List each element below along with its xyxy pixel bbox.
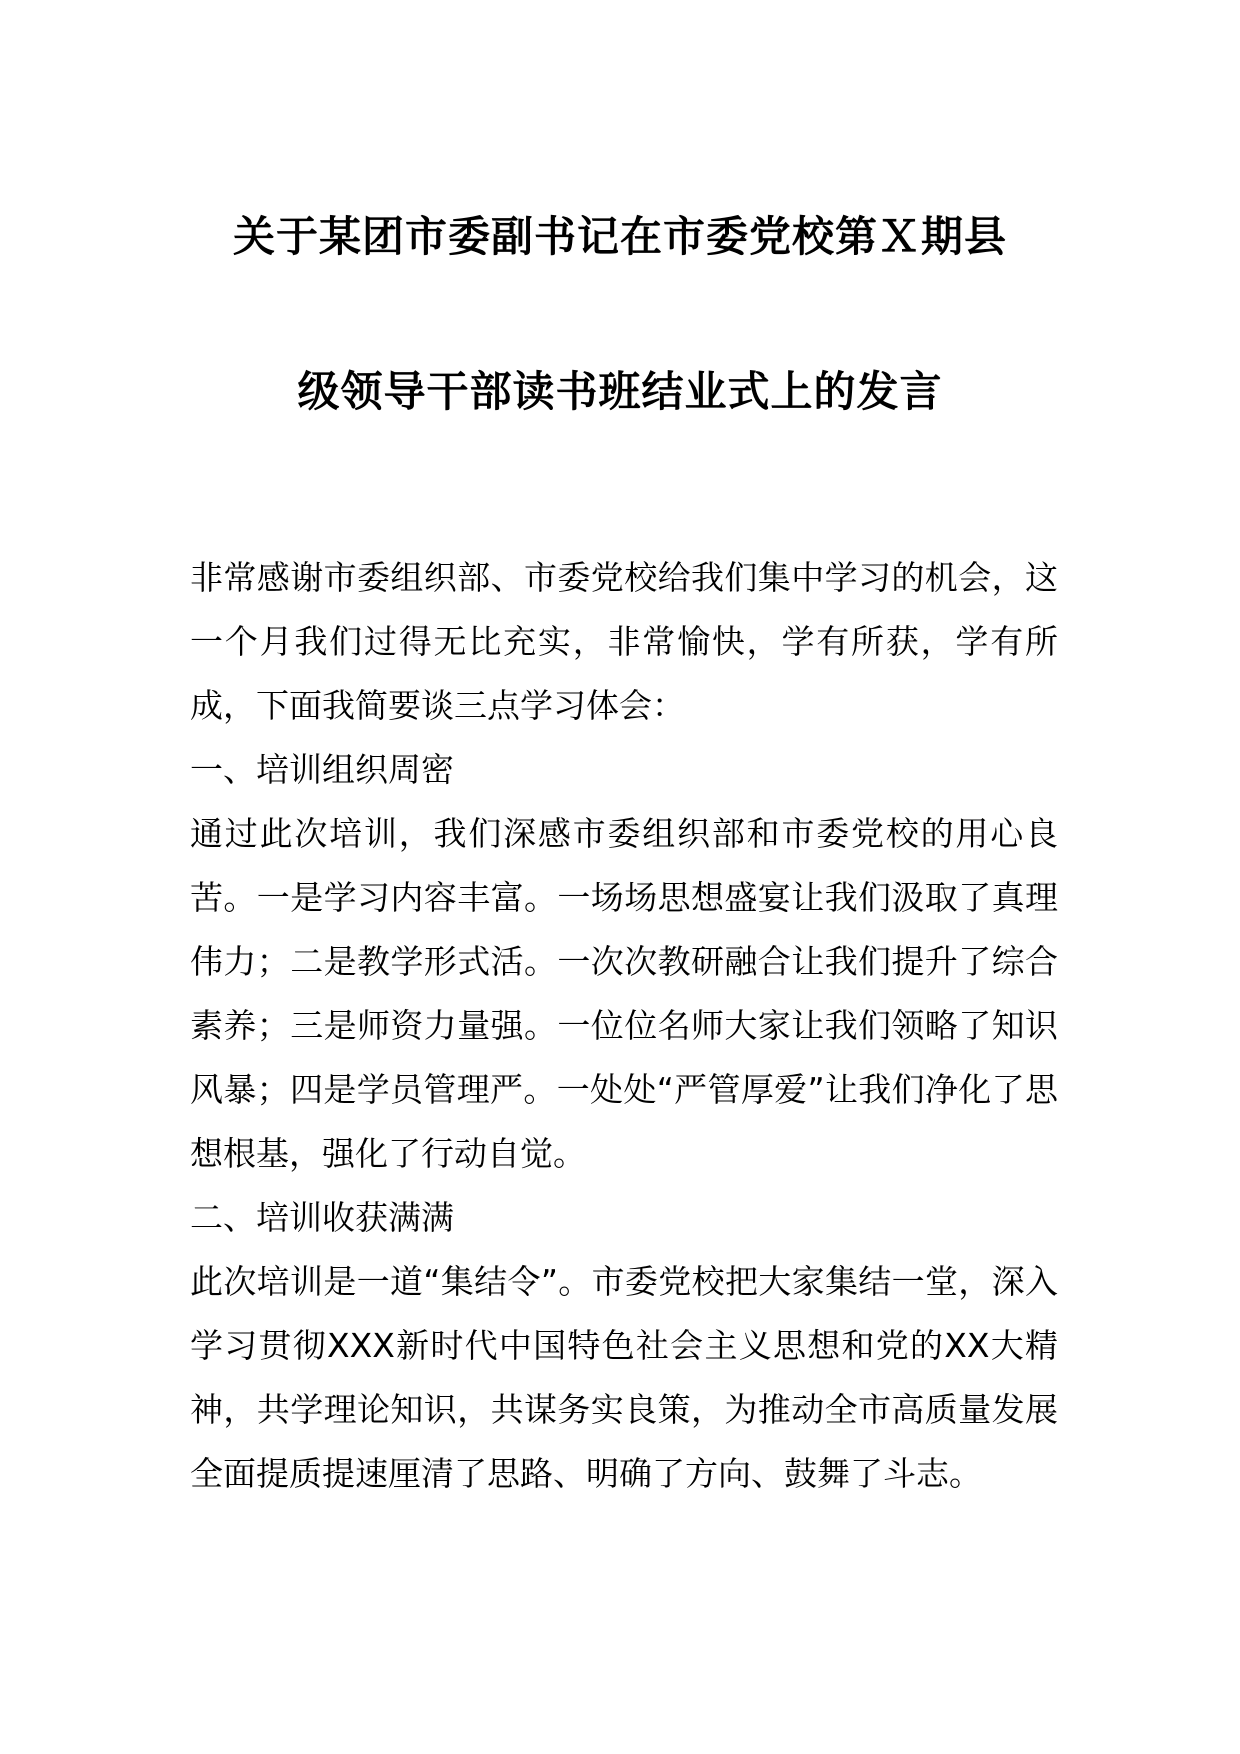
section-1-paragraph: 通过此次培训，我们深感市委组织部和市委党校的用心良苦。一是学习内容丰富。一场场思想盛宴让我们汲取了真理伟力；二是教学形式活。一次次教研融合让我们提升了综合素养；三是师资力量强。一位位名师大家让我们领略了知识风暴；四是学员管理严。一处处“严管厚爱”让我们净化了思想根基，强化了行动自觉。 xyxy=(190,814,1058,1173)
intro-paragraph: 非常感谢市委组织部、市委党校给我们集中学习的机会，这一个月我们过得无比充实，非常愉快，学有所获，学有所成，下面我简要谈三点学习体会： xyxy=(190,558,1058,725)
document-title-line-1: 关于某团市委副书记在市委党校第Ｘ期县 xyxy=(232,212,1007,261)
section-2-paragraph: 此次培训是一道“集结令”。市委党校把大家集结一堂，深入学习贯彻XXX新时代中国特色社会主义思想和党的XX大精神，共学理论知识，共谋务实良策，为推动全市高质量发展全面提质提速厘清了思路、明确了方向、鼓舞了斗志。 xyxy=(190,1262,1058,1493)
document-title-line-2: 级领导干部读书班结业式上的发言 xyxy=(297,367,943,416)
document-body xyxy=(190,546,1058,1506)
section-heading-2: 二、培训收获满满 xyxy=(190,1198,454,1237)
section-heading-1: 一、培训组织周密 xyxy=(190,750,454,789)
